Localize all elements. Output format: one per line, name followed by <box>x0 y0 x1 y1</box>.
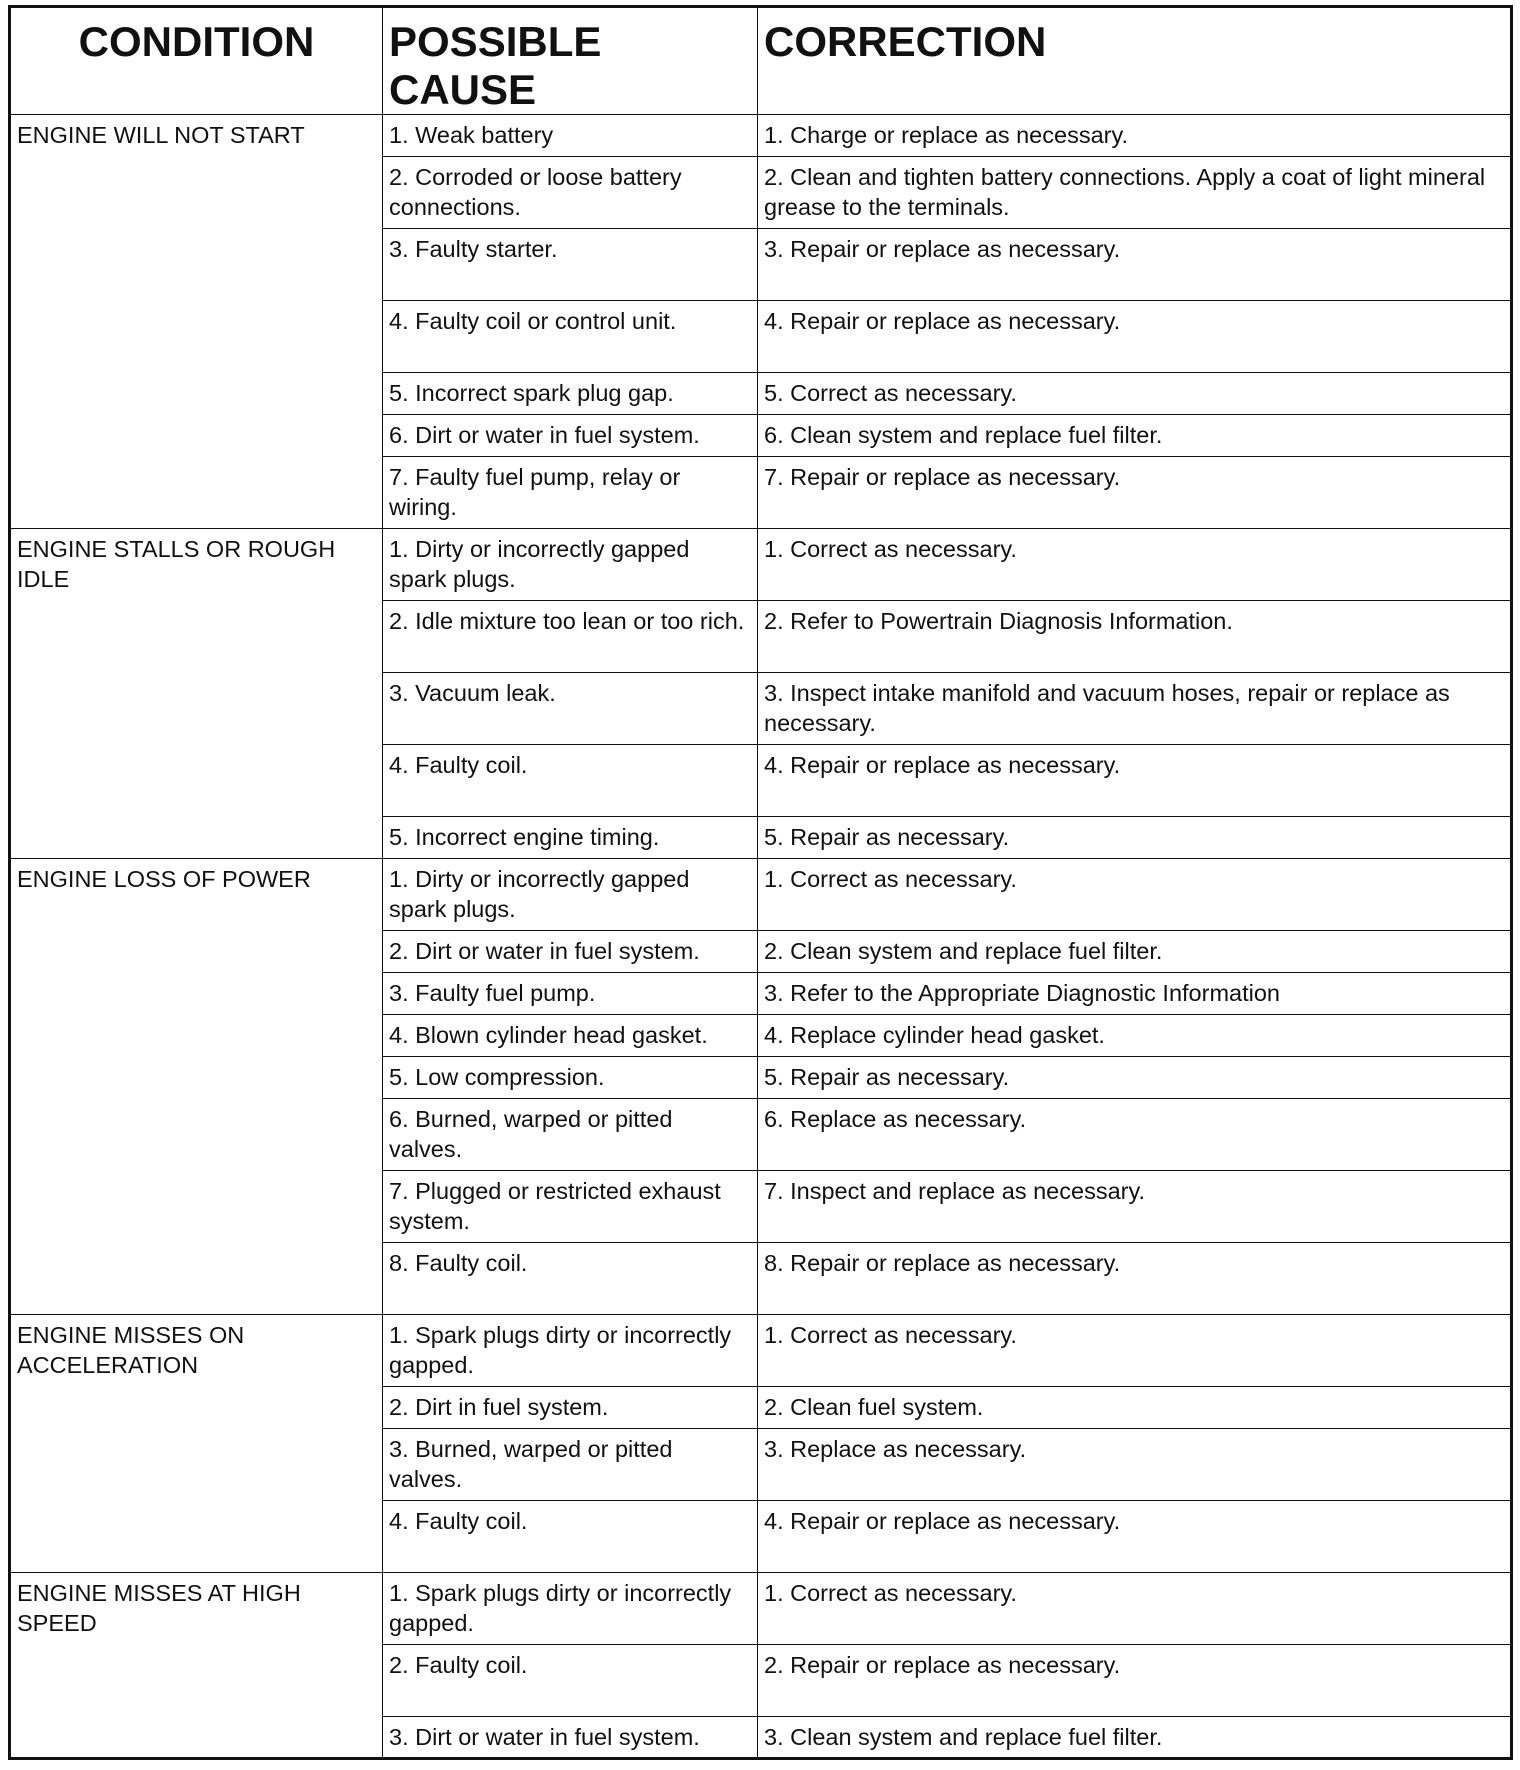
cause-cell: 1. Spark plugs dirty or incorrectly gapped. <box>383 1573 758 1645</box>
correction-cell: 4. Replace cylinder head gasket. <box>758 1015 1512 1057</box>
correction-cell: 4. Repair or replace as necessary. <box>758 1501 1512 1573</box>
possible-cause-header-line2: CAUSE <box>389 66 537 113</box>
correction-cell: 3. Inspect intake manifold and vacuum hoses, repair or replace as necessary. <box>758 673 1512 745</box>
table-row <box>10 529 1512 601</box>
cause-cell: 3. Faulty starter. <box>383 229 758 301</box>
correction-cell: 3. Clean system and replace fuel filter. <box>758 1717 1512 1759</box>
cause-cell: 6. Burned, warped or pitted valves. <box>383 1099 758 1171</box>
correction-cell: 5. Repair as necessary. <box>758 817 1512 859</box>
cause-cell: 3. Dirt or water in fuel system. <box>383 1717 758 1759</box>
possible-cause-header <box>383 7 758 115</box>
cause-cell: 1. Spark plugs dirty or incorrectly gapped. <box>383 1315 758 1387</box>
diagnosis-table <box>8 5 1513 1760</box>
cause-cell: 3. Burned, warped or pitted valves. <box>383 1429 758 1501</box>
header-row <box>10 7 1512 115</box>
correction-cell: 6. Replace as necessary. <box>758 1099 1512 1171</box>
condition-cell: ENGINE LOSS OF POWER <box>10 859 383 1315</box>
correction-cell: 3. Replace as necessary. <box>758 1429 1512 1501</box>
correction-cell: 7. Inspect and replace as necessary. <box>758 1171 1512 1243</box>
table-body <box>10 115 1512 1759</box>
correction-cell: 1. Correct as necessary. <box>758 529 1512 601</box>
cause-cell: 3. Faulty fuel pump. <box>383 973 758 1015</box>
cause-cell: 4. Blown cylinder head gasket. <box>383 1015 758 1057</box>
cause-cell: 2. Dirt in fuel system. <box>383 1387 758 1429</box>
correction-cell: 1. Correct as necessary. <box>758 859 1512 931</box>
cause-cell: 4. Faulty coil or control unit. <box>383 301 758 373</box>
cause-cell: 5. Incorrect engine timing. <box>383 817 758 859</box>
cause-cell: 5. Incorrect spark plug gap. <box>383 373 758 415</box>
possible-cause-header-line1: POSSIBLE <box>389 18 602 65</box>
correction-cell: 1. Correct as necessary. <box>758 1573 1512 1645</box>
cause-cell: 7. Plugged or restricted exhaust system. <box>383 1171 758 1243</box>
correction-cell: 2. Clean fuel system. <box>758 1387 1512 1429</box>
correction-cell: 2. Repair or replace as necessary. <box>758 1645 1512 1717</box>
cause-cell: 2. Dirt or water in fuel system. <box>383 931 758 973</box>
cause-cell: 8. Faulty coil. <box>383 1243 758 1315</box>
correction-cell: 4. Repair or replace as necessary. <box>758 301 1512 373</box>
table-row <box>10 1315 1512 1387</box>
cause-cell: 2. Corroded or loose battery connections. <box>383 157 758 229</box>
correction-cell: 3. Repair or replace as necessary. <box>758 229 1512 301</box>
cause-cell: 1. Dirty or incorrectly gapped spark plugs. <box>383 859 758 931</box>
correction-cell: 2. Refer to Powertrain Diagnosis Information. <box>758 601 1512 673</box>
condition-cell: ENGINE WILL NOT START <box>10 115 383 529</box>
condition-cell: ENGINE MISSES ON ACCELERATION <box>10 1315 383 1573</box>
correction-cell: 7. Repair or replace as necessary. <box>758 457 1512 529</box>
table-row <box>10 1573 1512 1645</box>
cause-cell: 5. Low compression. <box>383 1057 758 1099</box>
correction-cell: 1. Correct as necessary. <box>758 1315 1512 1387</box>
correction-cell: 5. Repair as necessary. <box>758 1057 1512 1099</box>
table-row <box>10 115 1512 157</box>
cause-cell: 2. Faulty coil. <box>383 1645 758 1717</box>
diagnosis-sheet <box>8 5 1510 1760</box>
cause-cell: 6. Dirt or water in fuel system. <box>383 415 758 457</box>
correction-cell: 8. Repair or replace as necessary. <box>758 1243 1512 1315</box>
correction-header: CORRECTION <box>758 7 1512 115</box>
condition-cell: ENGINE STALLS OR ROUGH IDLE <box>10 529 383 859</box>
cause-cell: 4. Faulty coil. <box>383 745 758 817</box>
cause-cell: 3. Vacuum leak. <box>383 673 758 745</box>
condition-cell: ENGINE MISSES AT HIGH SPEED <box>10 1573 383 1759</box>
table-row <box>10 859 1512 931</box>
correction-cell: 2. Clean and tighten battery connections. Apply a coat of light mineral grease to the terminals. <box>758 157 1512 229</box>
cause-cell: 4. Faulty coil. <box>383 1501 758 1573</box>
correction-cell: 4. Repair or replace as necessary. <box>758 745 1512 817</box>
correction-cell: 1. Charge or replace as necessary. <box>758 115 1512 157</box>
table-header <box>10 7 1512 115</box>
correction-cell: 5. Correct as necessary. <box>758 373 1512 415</box>
correction-cell: 3. Refer to the Appropriate Diagnostic Information <box>758 973 1512 1015</box>
cause-cell: 1. Weak battery <box>383 115 758 157</box>
cause-cell: 2. Idle mixture too lean or too rich. <box>383 601 758 673</box>
correction-cell: 2. Clean system and replace fuel filter. <box>758 931 1512 973</box>
cause-cell: 7. Faulty fuel pump, relay or wiring. <box>383 457 758 529</box>
cause-cell: 1. Dirty or incorrectly gapped spark plugs. <box>383 529 758 601</box>
correction-cell: 6. Clean system and replace fuel filter. <box>758 415 1512 457</box>
condition-header: CONDITION <box>10 7 383 115</box>
